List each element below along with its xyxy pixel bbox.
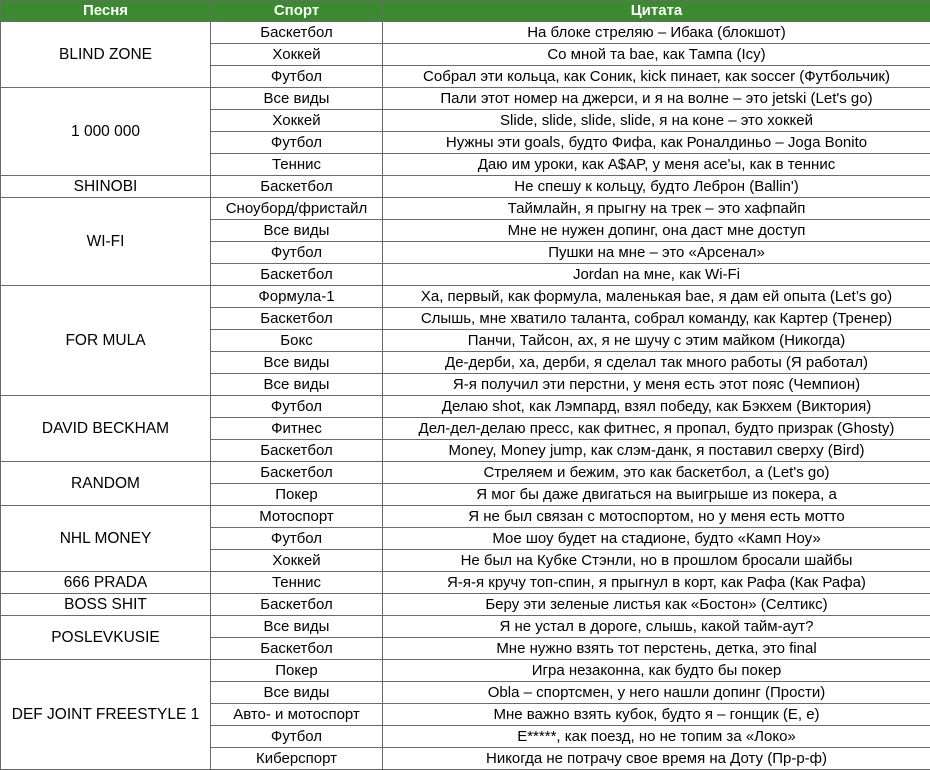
quote-cell: Не был на Кубке Стэнли, но в прошлом бросали шайбы [383,550,930,572]
sport-cell: Баскетбол [211,594,383,616]
quote-cell: Панчи, Тайсон, ах, я не шучу с этим майком (Никогда) [383,330,930,352]
sport-cell: Футбол [211,66,383,88]
sport-cell: Баскетбол [211,462,383,484]
quote-cell: Ха, первый, как формула, маленькая bae, я дам ей опыта (Let’s go) [383,286,930,308]
quote-cell: Собрал эти кольца, как Соник, kick пинает, как soccer (Футбольчик) [383,66,930,88]
quote-cell: Слышь, мне хватило таланта, собрал команду, как Картер (Тренер) [383,308,930,330]
sport-cell: Футбол [211,396,383,418]
sport-cell: Баскетбол [211,264,383,286]
header-quote: Цитата [383,1,930,22]
quote-cell: Slide, slide, slide, slide, я на коне – это хоккей [383,110,930,132]
sport-cell: Покер [211,484,383,506]
table-row [1,176,930,198]
quote-cell: Таймлайн, я прыгну на трек – это хафпайп [383,198,930,220]
sport-cell: Киберспорт [211,748,383,770]
quote-cell: Не спешу к кольцу, будто Леброн (Ballin') [383,176,930,198]
song-cell: 666 PRADA [1,572,211,594]
sport-cell: Фитнес [211,418,383,440]
quote-cell: Стреляем и бежим, это как баскетбол, а (Let's go) [383,462,930,484]
sport-cell: Хоккей [211,110,383,132]
sport-cell: Формула-1 [211,286,383,308]
song-cell: DEF JOINT FREESTYLE 1 [1,660,211,770]
sport-cell: Футбол [211,132,383,154]
sport-cell: Футбол [211,528,383,550]
quote-cell: Никогда не потрачу свое время на Доту (Пр-р-ф) [383,748,930,770]
sport-cell: Теннис [211,572,383,594]
quote-cell: Мне не нужен допинг, она даст мне доступ [383,220,930,242]
table-row [1,572,930,594]
song-cell: POSLEVKUSIE [1,616,211,660]
quote-cell: Пушки на мне – это «Арсенал» [383,242,930,264]
song-cell: SHINOBI [1,176,211,198]
sport-cell: Все виды [211,220,383,242]
sport-cell: Сноуборд/фристайл [211,198,383,220]
song-cell: 1 000 000 [1,88,211,176]
quote-cell: Я мог бы даже двигаться на выигрыше из покера, а [383,484,930,506]
sport-cell: Все виды [211,682,383,704]
table-row [1,198,930,220]
quote-cell: Money, Money jump, как слэм-данк, я поставил сверху (Bird) [383,440,930,462]
table-row [1,22,930,44]
sport-cell: Баскетбол [211,22,383,44]
sport-cell: Баскетбол [211,440,383,462]
sport-cell: Все виды [211,88,383,110]
table-row [1,660,930,682]
table-row [1,462,930,484]
song-cell: BOSS SHIT [1,594,211,616]
song-cell: RANDOM [1,462,211,506]
table-row [1,88,930,110]
quote-cell: Со мной та bae, как Тампа (Icy) [383,44,930,66]
song-cell: FOR MULA [1,286,211,396]
quote-cell: Даю им уроки, как A$AP, у меня ace'ы, как в теннис [383,154,930,176]
quote-cell: Де-дерби, ха, дерби, я сделал так много работы (Я работал) [383,352,930,374]
sport-cell: Футбол [211,726,383,748]
quote-cell: Jordan на мне, как Wi-Fi [383,264,930,286]
quote-cell: Я не устал в дороге, слышь, какой тайм-аут? [383,616,930,638]
song-cell: WI-FI [1,198,211,286]
quote-cell: Я-я-я кручу топ-спин, я прыгнул в корт, как Рафа (Как Рафа) [383,572,930,594]
song-cell: DAVID BECKHAM [1,396,211,462]
sport-cell: Хоккей [211,44,383,66]
sport-cell: Бокс [211,330,383,352]
quote-cell: Делаю shot, как Лэмпард, взял победу, как Бэкхем (Виктория) [383,396,930,418]
quote-cell: Дел-дел-делаю пресс, как фитнес, я пропал, будто призрак (Ghosty) [383,418,930,440]
sport-cell: Баскетбол [211,308,383,330]
quote-cell: Я-я получил эти перстни, у меня есть этот пояс (Чемпион) [383,374,930,396]
quote-cell: На блоке стреляю – Ибака (блокшот) [383,22,930,44]
song-cell: NHL MONEY [1,506,211,572]
quote-cell: Мое шоу будет на стадионе, будто «Камп Ноу» [383,528,930,550]
sport-cell: Мотоспорт [211,506,383,528]
quote-cell: Пали этот номер на джерси, и я на волне – это jetski (Let's go) [383,88,930,110]
song-cell: BLIND ZONE [1,22,211,88]
sport-cell: Авто- и мотоспорт [211,704,383,726]
quote-cell: Мне нужно взять тот перстень, детка, это final [383,638,930,660]
header-song: Песня [1,1,211,22]
table-row [1,396,930,418]
header-row [1,1,930,22]
quote-cell: Obla – спортсмен, у него нашли допинг (Прости) [383,682,930,704]
quote-cell: Е*****, как поезд, но не топим за «Локо» [383,726,930,748]
quote-cell: Игра незаконна, как будто бы покер [383,660,930,682]
quote-cell: Нужны эти goals, будто Фифа, как Роналдиньо – Joga Bonito [383,132,930,154]
table-row [1,286,930,308]
sport-cell: Все виды [211,616,383,638]
quote-cell: Беру эти зеленые листья как «Бостон» (Селтикс) [383,594,930,616]
sport-cell: Покер [211,660,383,682]
sport-cell: Баскетбол [211,638,383,660]
sport-cell: Футбол [211,242,383,264]
quote-cell: Мне важно взять кубок, будто я – гонщик (Е, е) [383,704,930,726]
table-row [1,506,930,528]
table-body [1,22,930,770]
header-sport: Спорт [211,1,383,22]
sport-cell: Все виды [211,374,383,396]
sport-cell: Хоккей [211,550,383,572]
quote-cell: Я не был связан с мотоспортом, но у меня есть мотто [383,506,930,528]
sport-cell: Баскетбол [211,176,383,198]
sport-cell: Теннис [211,154,383,176]
table-row [1,594,930,616]
table-row [1,616,930,638]
sport-cell: Все виды [211,352,383,374]
